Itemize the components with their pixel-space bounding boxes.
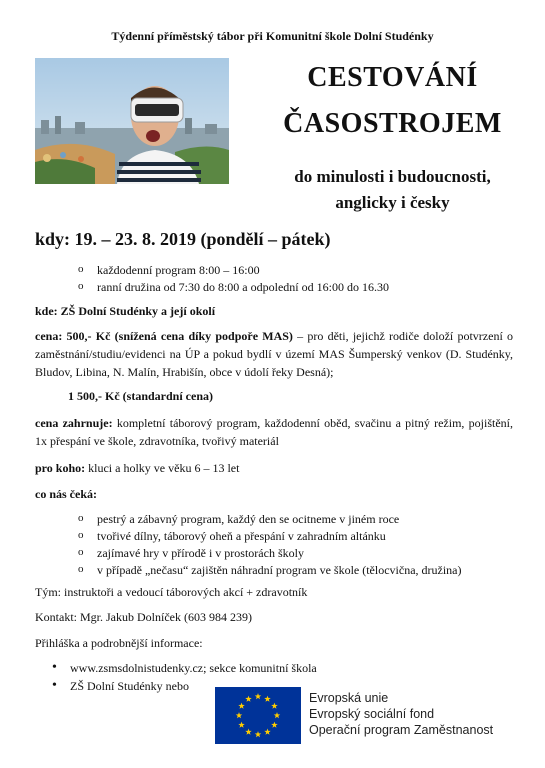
eu-line-2: Evropský sociální fond xyxy=(309,707,435,721)
includes-paragraph xyxy=(35,414,513,450)
contact-info: Kontakt: Mgr. Jakub Dolníček (603 984 239) xyxy=(35,610,252,624)
title-line-2: ČASOSTROJEM xyxy=(283,108,502,139)
eu-line-3: Operační program Zaměstnanost xyxy=(309,723,494,737)
price-label: cena: 500,- Kč (snížená cena díky podpoře MAS) xyxy=(35,329,293,343)
event-dates: kdy: 19. – 23. 8. 2019 (pondělí – pátek) xyxy=(35,229,331,249)
eu-funding-text xyxy=(309,690,493,738)
list-item: o tvořivé dílny, táborový oheň a přespání v zahradním altánku xyxy=(78,528,518,545)
team-info: Tým: instruktoři a vedoucí táborových akcí + zdravotník xyxy=(35,585,308,599)
target-group-label: pro koho: xyxy=(35,461,86,475)
eu-line-1: Evropská unie xyxy=(309,691,389,705)
standard-price: 1 500,- Kč (standardní cena) xyxy=(68,389,213,403)
subtitle-line-2: anglicky i česky xyxy=(335,193,450,212)
target-group-text: kluci a holky ve věku 6 – 13 let xyxy=(88,461,240,475)
program-list xyxy=(78,511,518,579)
flyer-header: Týdenní příměstský tábor při Komunitní škole Dolní Studénky xyxy=(111,29,434,43)
title-line-1: CESTOVÁNÍ xyxy=(307,62,478,93)
list-item: • ZŠ Dolní Studénky nebo xyxy=(52,677,432,695)
vr-headset-photo xyxy=(35,58,229,184)
target-group xyxy=(35,459,239,477)
event-location: kde: ZŠ Dolní Studénky a její okolí xyxy=(35,304,216,318)
schedule-list xyxy=(78,262,518,296)
signup-info: Přihláška a podrobnější informace: xyxy=(35,636,203,650)
website-link[interactable]: • www.zsmsdolnistudenky.cz; sekce komunitní škola xyxy=(52,659,432,677)
photo-illustration xyxy=(35,58,229,184)
list-item: o zajímavé hry v přírodě i v prostorách školy xyxy=(78,545,518,562)
list-item: o každodenní program 8:00 – 16:00 xyxy=(78,262,518,279)
subtitle-line-1: do minulosti i budoucnosti, xyxy=(294,167,491,186)
list-item: o v případě „nečasu“ zajištěn náhradní program ve škole (tělocvična, družina) xyxy=(78,562,518,579)
includes-text: kompletní táborový program, každodenní oběd, svačinu a pitný režim, pojištění, 1x přespání ve škole, zdravotníka, tvořivý materiál xyxy=(35,416,513,448)
eu-flag-icon xyxy=(215,687,301,744)
list-item: o pestrý a zábavný program, každý den se ocitneme v jiném roce xyxy=(78,511,518,528)
awaits-label: co nás čeká: xyxy=(35,487,97,501)
price-paragraph xyxy=(35,327,513,381)
price-conditions: – pro děti, jejichž rodiče doloží potvrzení o zaměstnání/studiu/evidenci na ÚP a pokud bydlí v území MAS Šumperský venkov (D. Studénky, Bludov, Libina, N. Malín, Hrabišín, obce v údolí řeky Desná); xyxy=(35,329,514,379)
eu-flag-logo xyxy=(215,687,301,744)
list-item: o ranní družina od 7:30 do 8:00 a odpolední od 16:00 do 16.30 xyxy=(78,279,518,296)
includes-label: cena zahrnuje: xyxy=(35,416,113,430)
